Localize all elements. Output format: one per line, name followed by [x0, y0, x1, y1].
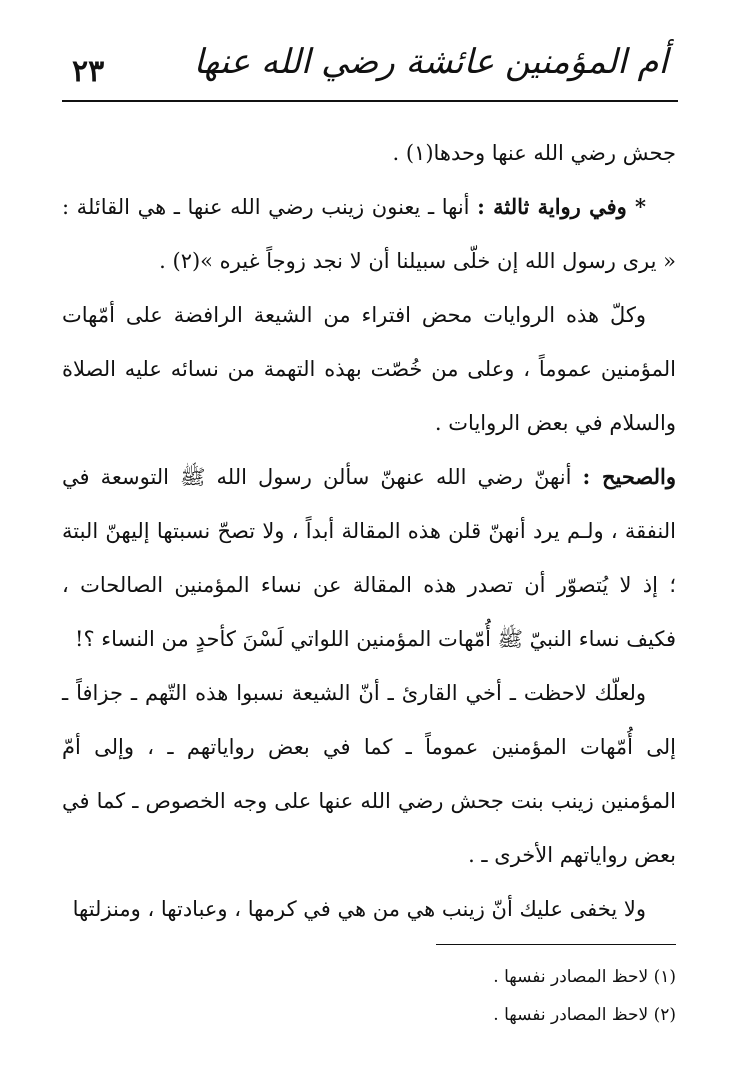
body-text	[62, 126, 676, 936]
paragraph-1-text: جحش رضي الله عنها وحدها(١) .	[392, 141, 676, 165]
paragraph-3-text: وكلّ هذه الروايات محض افتراء من الشيعة الرافضة على أمّهات المؤمنين عموماً ، وعلى من خُصّت بهذه التهمة من نسائه عليه الصلاة والسلام في بعض الروايات .	[62, 303, 676, 435]
paragraph-3	[62, 288, 676, 450]
paragraph-4	[62, 450, 676, 666]
paragraph-2	[62, 180, 676, 288]
footnote-divider	[436, 944, 676, 945]
running-title: أم المؤمنين عائشة رضي الله عنها	[193, 42, 668, 82]
page-number: ٢٣	[72, 54, 105, 89]
page-header	[62, 40, 678, 102]
paragraph-1	[62, 126, 676, 180]
footnotes	[62, 958, 676, 1034]
paragraph-4-text: أنهنّ رضي الله عنهنّ سألن رسول الله ﷺ التوسعة في النفقة ، ولـم يرد أنهنّ قلن هذه المقالة أبداً ، ولا تصحّ نسبتها إليهنّ البتة ؛ إذ لا يُتصوّر أن تصدر هذه المقالة عن نساء المؤمنين الصالحات ، فكيف نساء النبيّ ﷺ أُمّهات المؤمنين اللواتي لَسْنَ كأحدٍ من النساء ؟!	[62, 465, 676, 651]
footnote-2: (٢) لاحظ المصادر نفسها .	[493, 1005, 676, 1025]
paragraph-2-lead: * وفي رواية ثالثة :	[477, 194, 646, 219]
paragraph-5	[62, 666, 676, 882]
paragraph-5-text: ولعلّك لاحظت ـ أخي القارئ ـ أنّ الشيعة نسبوا هذه التّهم ـ جزافاً ـ إلى أُمّهات المؤمنين عموماً ـ كما في بعض رواياتهم ـ ، وإلى أمّ المؤمنين زينب بنت جحش رضي الله عنها على وجه الخصوص ـ كما في بعض رواياتهم الأخرى ـ .	[62, 681, 676, 867]
paragraph-2-text: أنها ـ يعنون زينب رضي الله عنها ـ هي القائلة : « يرى رسول الله إن خلّى سبيلنا أن لا نجد زوجاً غيره »(٢) .	[62, 195, 676, 273]
paragraph-6-text: ولا يخفى عليك أنّ زينب هي من هي في كرمها ، وعبادتها ، ومنزلتها	[72, 897, 646, 921]
footnote-1: (١) لاحظ المصادر نفسها .	[493, 967, 676, 987]
paragraph-4-lead: والصحيح :	[582, 464, 676, 489]
paragraph-6	[62, 882, 676, 936]
